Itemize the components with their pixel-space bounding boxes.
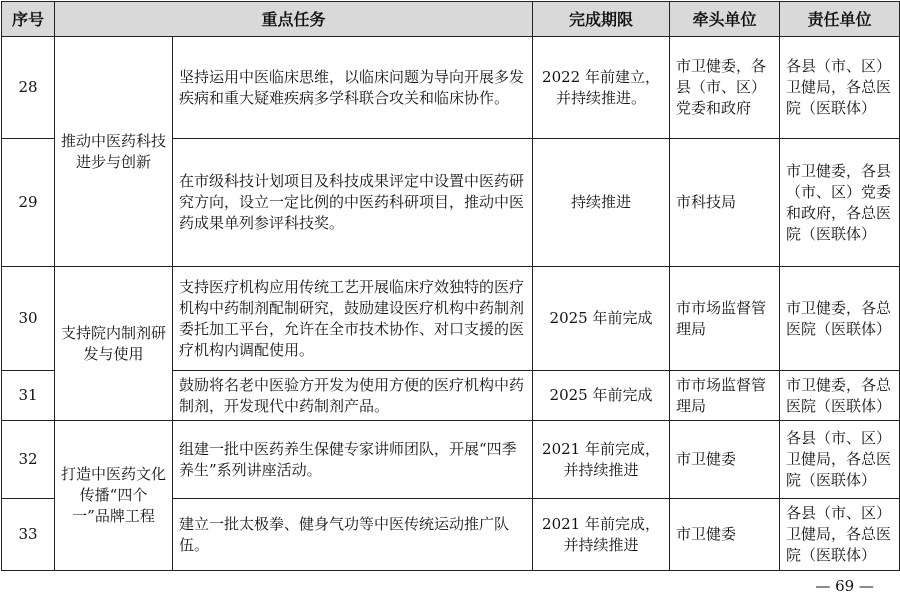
resp-unit: 各县（市、区）卫健局，各总医院（医联体） [780,499,900,571]
task-table [1,1,900,571]
group-label: 打造中医药文化传播“四个一”品牌工程 [55,421,173,571]
deadline-text: 2021 年前完成，并持续推进 [533,499,670,571]
table-row [2,37,900,139]
table-row [2,267,900,371]
page-number: — 69 — [815,577,874,595]
task-text: 鼓励将名老中医验方开发为使用方便的医疗机构中药制剂，开发现代中药制剂产品。 [173,371,533,421]
deadline-text: 持续推进 [533,139,670,267]
resp-unit: 各县（市、区）卫健局，各总医院（医联体） [780,421,900,499]
group-label: 推动中医药科技进步与创新 [55,37,173,267]
header-num: 序号 [2,2,55,37]
task-text: 支持医疗机构应用传统工艺开展临床疗效独特的医疗机构中药制剂配制研究，鼓励建设医疗机构中药制剂委托加工平台，允许在全市技术协作、对口支援的医疗机构内调配使用。 [173,267,533,371]
deadline-text: 2021 年前完成，并持续推进 [533,421,670,499]
lead-unit: 市卫健委 [670,499,780,571]
deadline-text: 2022 年前建立，并持续推进。 [533,37,670,139]
header-task: 重点任务 [55,2,533,37]
lead-unit: 市卫健委，各县（市、区）党委和政府 [670,37,780,139]
row-num: 29 [2,139,55,267]
header-resp: 责任单位 [780,2,900,37]
resp-unit: 市卫健委，各总医院（医联体） [780,371,900,421]
group-label: 支持院内制剂研发与使用 [55,267,173,421]
header-row [2,2,900,37]
deadline-text: 2025 年前完成 [533,267,670,371]
lead-unit: 市卫健委 [670,421,780,499]
resp-unit: 市卫健委，各县（市、区）党委和政府，各总医院（医联体） [780,139,900,267]
deadline-text: 2025 年前完成 [533,371,670,421]
task-text: 组建一批中医药养生保健专家讲师团队，开展“四季养生”系列讲座活动。 [173,421,533,499]
table-row [2,421,900,499]
header-lead: 牵头单位 [670,2,780,37]
header-deadline: 完成期限 [533,2,670,37]
lead-unit: 市科技局 [670,139,780,267]
lead-unit: 市市场监督管理局 [670,267,780,371]
row-num: 33 [2,499,55,571]
row-num: 30 [2,267,55,371]
resp-unit: 各县（市、区）卫健局，各总医院（医联体） [780,37,900,139]
task-text: 在市级科技计划项目及科技成果评定中设置中医药研究方向，设立一定比例的中医药科研项目，推动中医药成果单列参评科技奖。 [173,139,533,267]
lead-unit: 市市场监督管理局 [670,371,780,421]
task-text: 坚持运用中医临床思维，以临床问题为导向开展多发疾病和重大疑难疾病多学科联合攻关和临床协作。 [173,37,533,139]
row-num: 31 [2,371,55,421]
row-num: 32 [2,421,55,499]
resp-unit: 市卫健委，各总医院（医联体） [780,267,900,371]
row-num: 28 [2,37,55,139]
task-text: 建立一批太极拳、健身气功等中医传统运动推广队伍。 [173,499,533,571]
